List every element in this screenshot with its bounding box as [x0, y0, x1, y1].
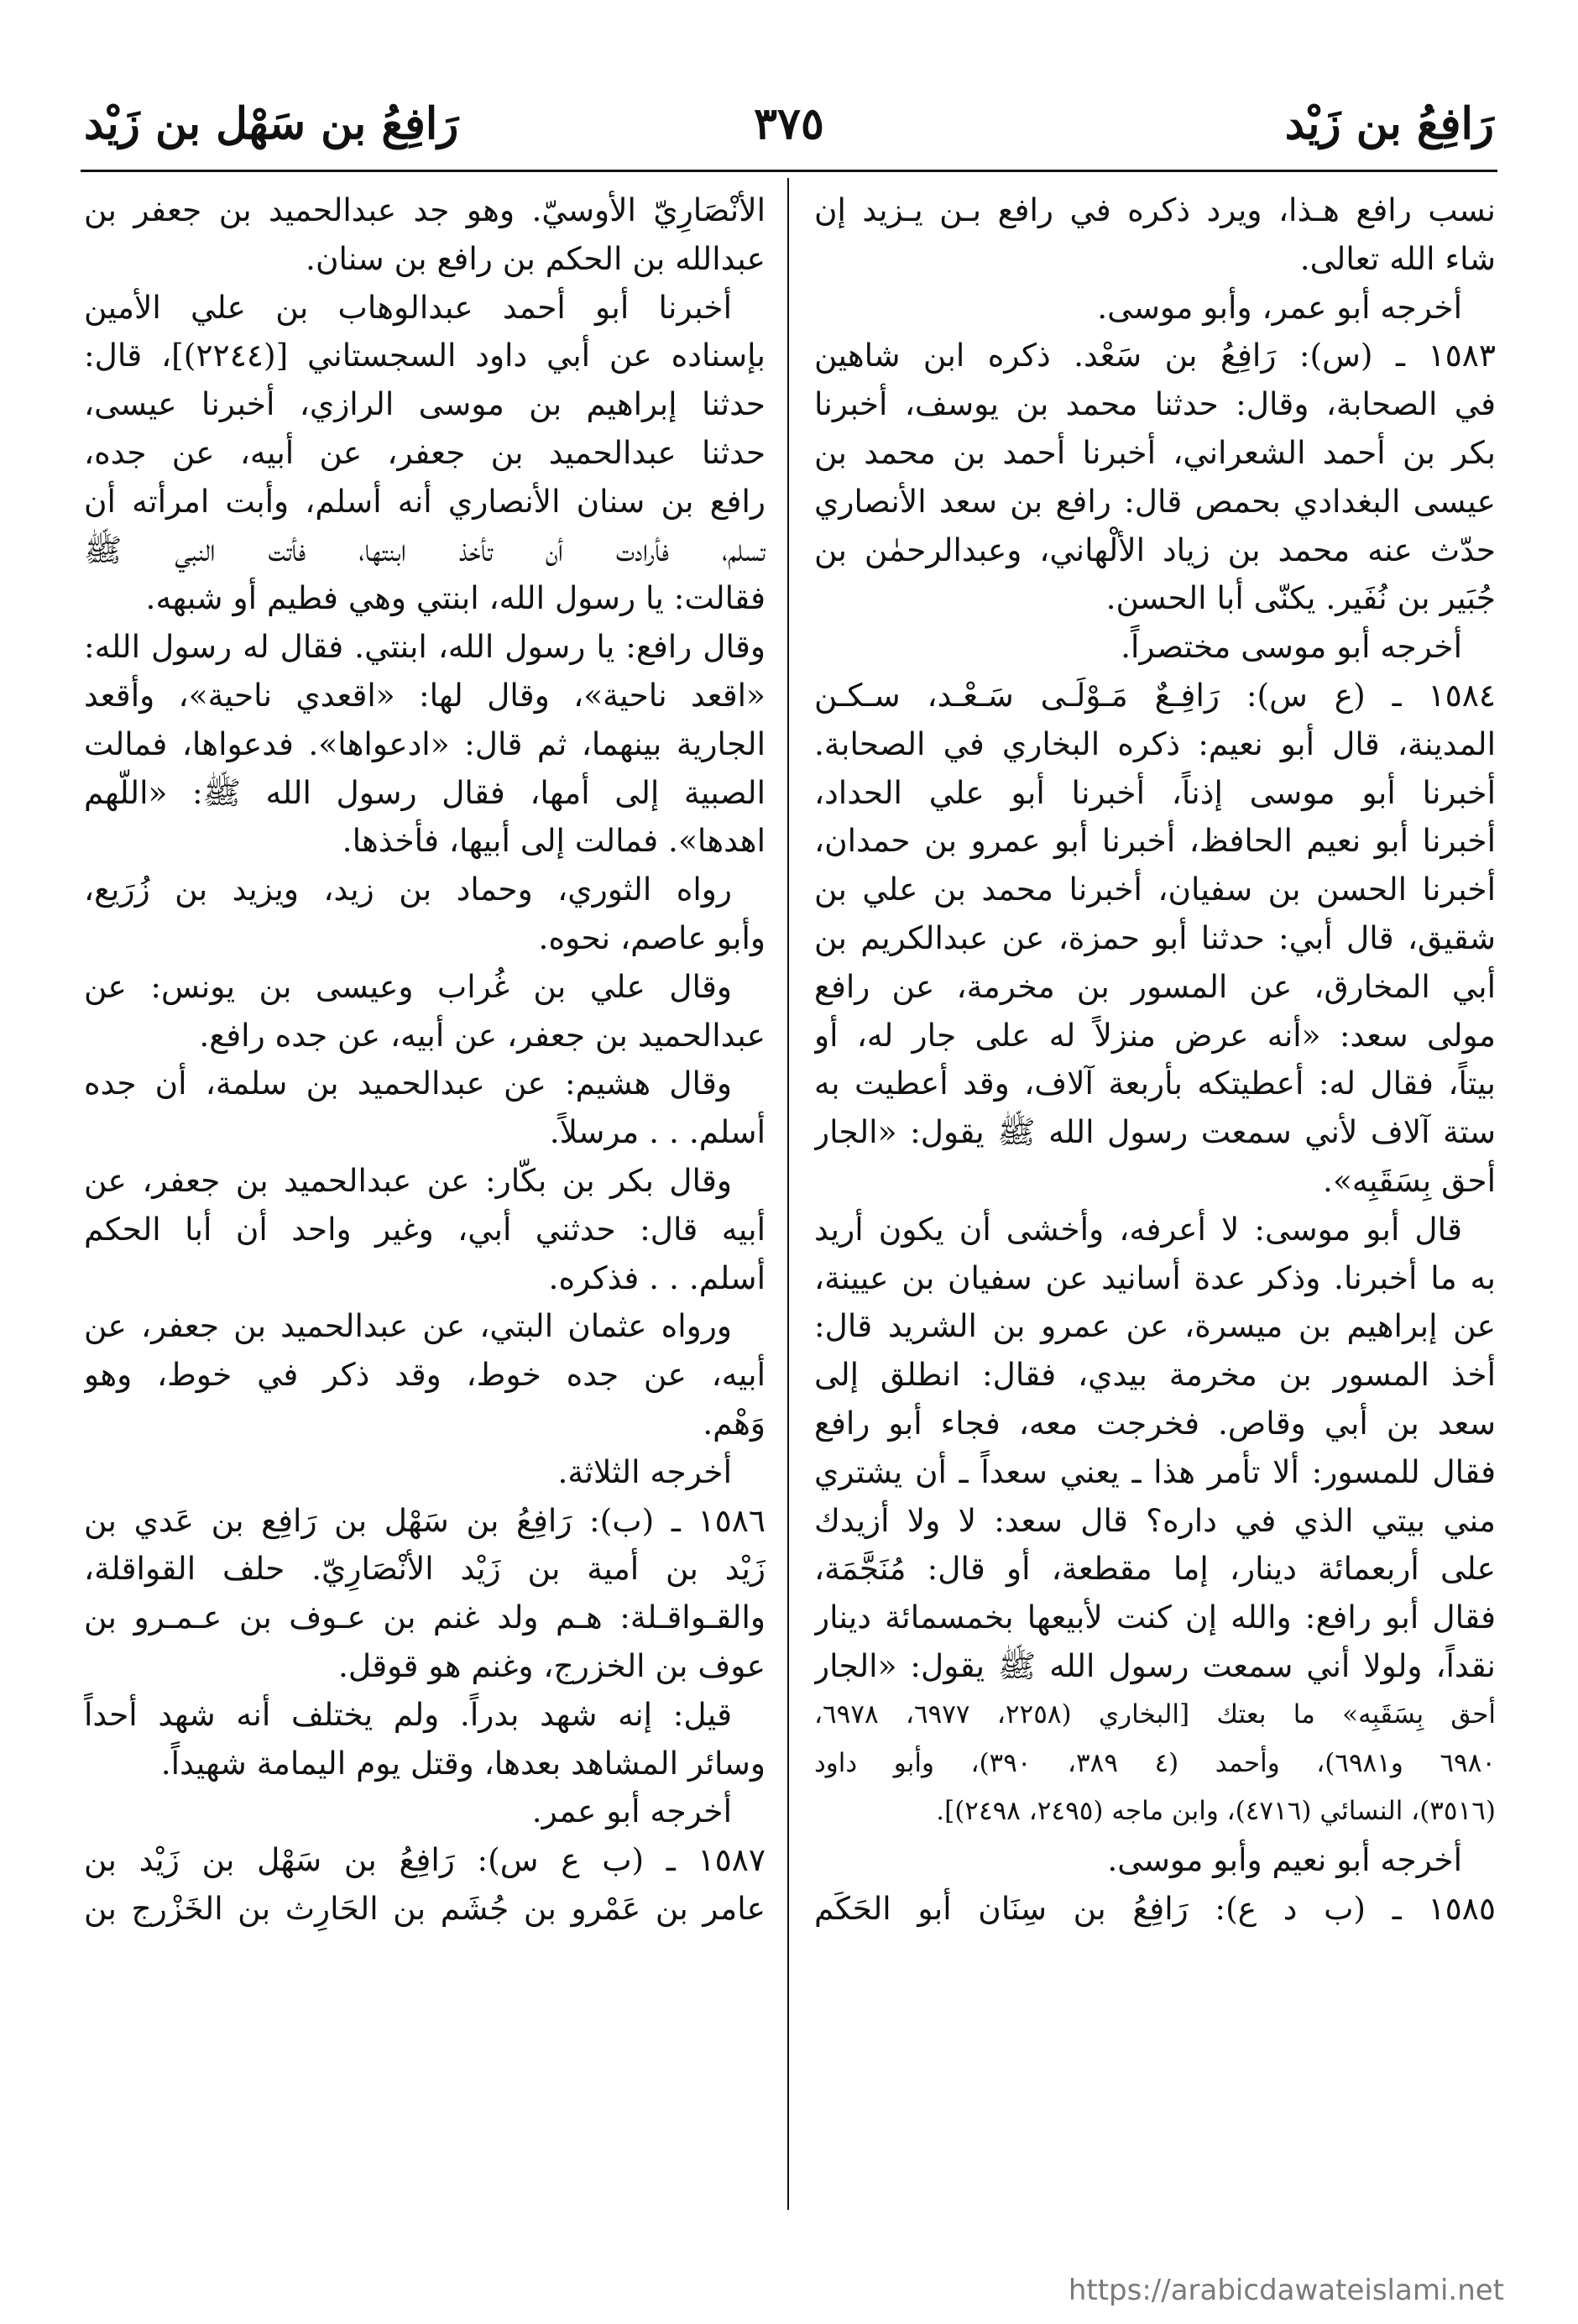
text-line: بكر بن أحمد الشعراني، أخبرنا أحمد بن محمد بن: [814, 433, 1496, 471]
text-line: زَيْد بن أمية بن زَيْد الأنْصَارِيّ. حلف القواقلة،: [84, 1550, 765, 1588]
text-line: ستة آلاف لأني سمعت رسول الله ﷺ يقول: «الجار: [814, 1113, 1496, 1151]
text-line: سعد بن أبي وقاص. فخرجت معه، فجاء أبو رافع: [814, 1404, 1496, 1442]
text-line: أخرجه أبو نعيم وأبو موسى.: [1107, 1841, 1462, 1879]
text-line: عيسى البغدادي بحمص قال: رافع بن سعد الأنصاري: [814, 482, 1496, 520]
text-line: على أربعمائة دينار، إما مقطعة، أو قال: مُنَجَّمَة،: [814, 1550, 1496, 1588]
text-line: ١٥٨٤ ـ (ع س): رَافِـعٌ مَـوْلَـى سَـعْـد، سـكـن: [814, 676, 1496, 714]
text-line: أخرجه أبو عمر، وأبو موسى.: [1097, 288, 1462, 326]
text-line: أسلم. . . فذكره.: [548, 1259, 765, 1296]
text-line: أخبرنا أبو نعيم الحافظ، أخبرنا أبو عمرو بن حمدان،: [814, 822, 1496, 860]
text-line: رواه الثوري، وحماد بن زيد، ويزيد بن زُرَيع،: [84, 871, 732, 908]
right-column: [814, 186, 1496, 1934]
text-line: «اقعد ناحية»، وقال لها: «اقعدي ناحية»، وأقعد: [84, 676, 765, 714]
text-line: والقـواقـلة: هـم ولد غنم بن عـوف بن عـمـرو بن: [84, 1599, 765, 1636]
running-header-right: رَافِعُ بن زَيْد: [1284, 98, 1494, 149]
text-line: أخرجه أبو موسى مختصراً.: [1121, 628, 1462, 666]
text-line: حدثنا عبدالحميد بن جعفر، عن أبيه، عن جده،: [84, 433, 765, 471]
text-line: مني بيتي الذي في داره؟ قال سعد: لا ولا أزيدك: [814, 1501, 1496, 1539]
text-line: وَهْم.: [703, 1404, 765, 1442]
text-line: وقال علي بن غُراب وعيسى بن يونس: عن: [84, 967, 732, 1005]
text-line: اهدها». فمالت إلى أبيها، فأخذها.: [342, 822, 765, 860]
text-line: عبدالحميد بن جعفر، عن أبيه، عن جده رافع.: [199, 1016, 765, 1054]
text-line: ٦٩٨٠ و٦٩٨١)، وأحمد (٤ ٣٨٩، ٣٩٠)، وأبو داود: [814, 1747, 1496, 1778]
text-line: جُبَير بن نُفَير. يكنّى أبا الحسن.: [1105, 579, 1496, 617]
text-line: بإسناده عن أبي داود السجستاني [(٢٢٤٤)]، قال:: [84, 337, 765, 374]
text-line: أبيه قال: حدثني أبي، وغير واحد أن أبا الحكم: [84, 1210, 765, 1248]
text-line: وقال رافع: يا رسول الله، ابنتي. فقال له رسول الله:: [84, 628, 765, 666]
header-rule: [81, 170, 1497, 172]
running-header-left: رَافِعُ بن سَهْل بن زَيْد: [84, 98, 459, 149]
text-line: أخرجه الثلاثة.: [557, 1452, 732, 1490]
text-line: ١٥٨٣ ـ (س): رَافِعُ بن سَعْد. ذكره ابن شاهين: [814, 337, 1496, 374]
text-line: وقال هشيم: عن عبدالحميد بن سلمة، أن جده: [84, 1065, 732, 1102]
column-divider: [787, 178, 789, 2210]
text-line: أخبرنا أبو موسى إذناً، أخبرنا أبو علي الحداد،: [814, 773, 1496, 811]
text-line: الأنْصَارِيّ الأوسيّ. وهو جد عبدالحميد بن جعفر بن: [84, 191, 765, 228]
text-line: فقال للمسور: ألا تأمر هذا ـ يعني سعداً ـ أن يشتري: [814, 1452, 1496, 1490]
text-line: نسب رافع هـذا، ويرد ذكره في رافع بـن يـزيد إن: [814, 191, 1496, 228]
text-line: الجارية بينهما، ثم قال: «ادعواها». فدعواها، فمالت: [84, 725, 765, 762]
text-line: حدّث عنه محمد بن زياد الألْهاني، وعبدالرحمٰن بن: [814, 531, 1496, 568]
text-line: قال أبو موسى: لا أعرفه، وأخشى أن يكون أريد: [814, 1210, 1462, 1248]
text-line: في الصحابة، وقال: حدثنا محمد بن يوسف، أخبرنا: [814, 385, 1496, 423]
text-line: تسلم، فأرادت أن تأخذ ابنتها، فأتت النبي ﷺ: [84, 531, 765, 568]
text-line: رافع بن سنان الأنصاري أنه أسلم، وأبت امرأته أن: [84, 482, 765, 520]
text-line: ١٥٨٥ ـ (ب د ع): رَافِعُ بن سِنَان أبو الحَكَم: [814, 1889, 1496, 1927]
text-line: فقال أبو رافع: والله إن كنت لأبيعها بخمسمائة دينار: [814, 1599, 1496, 1636]
text-line: أحق بِسَقَبِه».: [1323, 1161, 1496, 1199]
text-line: بيتاً، فقال له: أعطيتكه بأربعة آلاف، وقد أعطيت به: [814, 1065, 1496, 1102]
text-line: حدثنا إبراهيم بن موسى الرازي، أخبرنا عيسى،: [84, 385, 765, 423]
text-line: أسلم. . . مرسلاً.: [549, 1113, 765, 1151]
site-watermark: https://arabicdawateislami.net: [1068, 2274, 1504, 2307]
text-line: عامر بن عَمْرو بن جُشَم بن الحَارِث بن الخَزْرج بن: [84, 1889, 765, 1927]
text-line: أخرجه أبو عمر.: [531, 1793, 732, 1830]
text-line: وقال بكر بن بكّار: عن عبدالحميد بن جعفر، عن: [84, 1161, 732, 1199]
text-line: فقالت: يا رسول الله، ابنتي وهي فطيم أو شبهه.: [145, 579, 765, 617]
text-line: (٣٥١٦)، النسائي (٤٧١٦)، وابن ماجه (٢٤٩٥، ٢٤٩٨)].: [936, 1796, 1496, 1827]
text-line: أخبرنا الحسن بن سفيان، أخبرنا محمد بن علي بن: [814, 871, 1496, 908]
text-line: عوف بن الخزرج، وغنم هو قوقل.: [337, 1646, 765, 1684]
page-number: ٣٧٥: [754, 98, 824, 149]
left-column: [84, 186, 765, 1934]
text-line: عن إبراهيم بن ميسرة، عن عمرو بن الشريد قال:: [814, 1307, 1496, 1345]
text-line: قيل: إنه شهد بدراً. ولم يختلف أنه شهد أحداً: [84, 1695, 732, 1733]
text-line: ١٥٨٧ ـ (ب ع س): رَافِعُ بن سَهْل بن زَيْد بن: [84, 1841, 765, 1879]
text-line: وسائر المشاهد بعدها، وقتل يوم اليمامة شهيداً.: [160, 1744, 765, 1782]
text-line: مولى سعد: «أنه عرض منزلاً له على جار له، أو: [814, 1016, 1496, 1054]
text-line: نقداً، ولولا أني سمعت رسول الله ﷺ يقول: «الجار: [814, 1646, 1496, 1684]
text-line: الصبية إلى أمها، فقال رسول الله ﷺ: «اللّهم: [84, 773, 765, 811]
text-line: به ما أخبرنا. وذكر عدة أسانيد عن سفيان بن عيينة،: [814, 1259, 1496, 1296]
text-line: شقيق، قال أبي: حدثنا أبو حمزة، عن عبدالكريم بن: [814, 919, 1496, 956]
text-line: أحق بِسَقَبِه» ما بعتك [البخاري (٢٢٥٨، ٦٩٧٧، ٦٩٧٨،: [814, 1699, 1496, 1730]
text-line: وأبو عاصم، نحوه.: [538, 919, 765, 956]
text-line: أخذ المسور بن مخرمة بيدي، فقال: انطلق إلى: [814, 1356, 1496, 1394]
text-line: أبيه، عن جده خوط، وقد ذكر في خوط، وهو: [84, 1356, 765, 1394]
text-line: أبي المخارق، عن المسور بن مخرمة، عن رافع: [814, 967, 1496, 1005]
text-line: ورواه عثمان البتي، عن عبدالحميد بن جعفر، عن: [84, 1307, 732, 1345]
text-line: ١٥٨٦ ـ (ب): رَافِعُ بن سَهْل بن رَافِع بن عَدي بن: [84, 1501, 765, 1539]
text-line: المدينة، قال أبو نعيم: ذكره البخاري في الصحابة.: [814, 725, 1496, 762]
text-line: أخبرنا أبو أحمد عبدالوهاب بن علي الأمين: [84, 288, 732, 326]
text-line: عبدالله بن الحكم بن رافع بن سنان.: [306, 239, 765, 277]
text-line: شاء الله تعالى.: [1299, 239, 1496, 277]
